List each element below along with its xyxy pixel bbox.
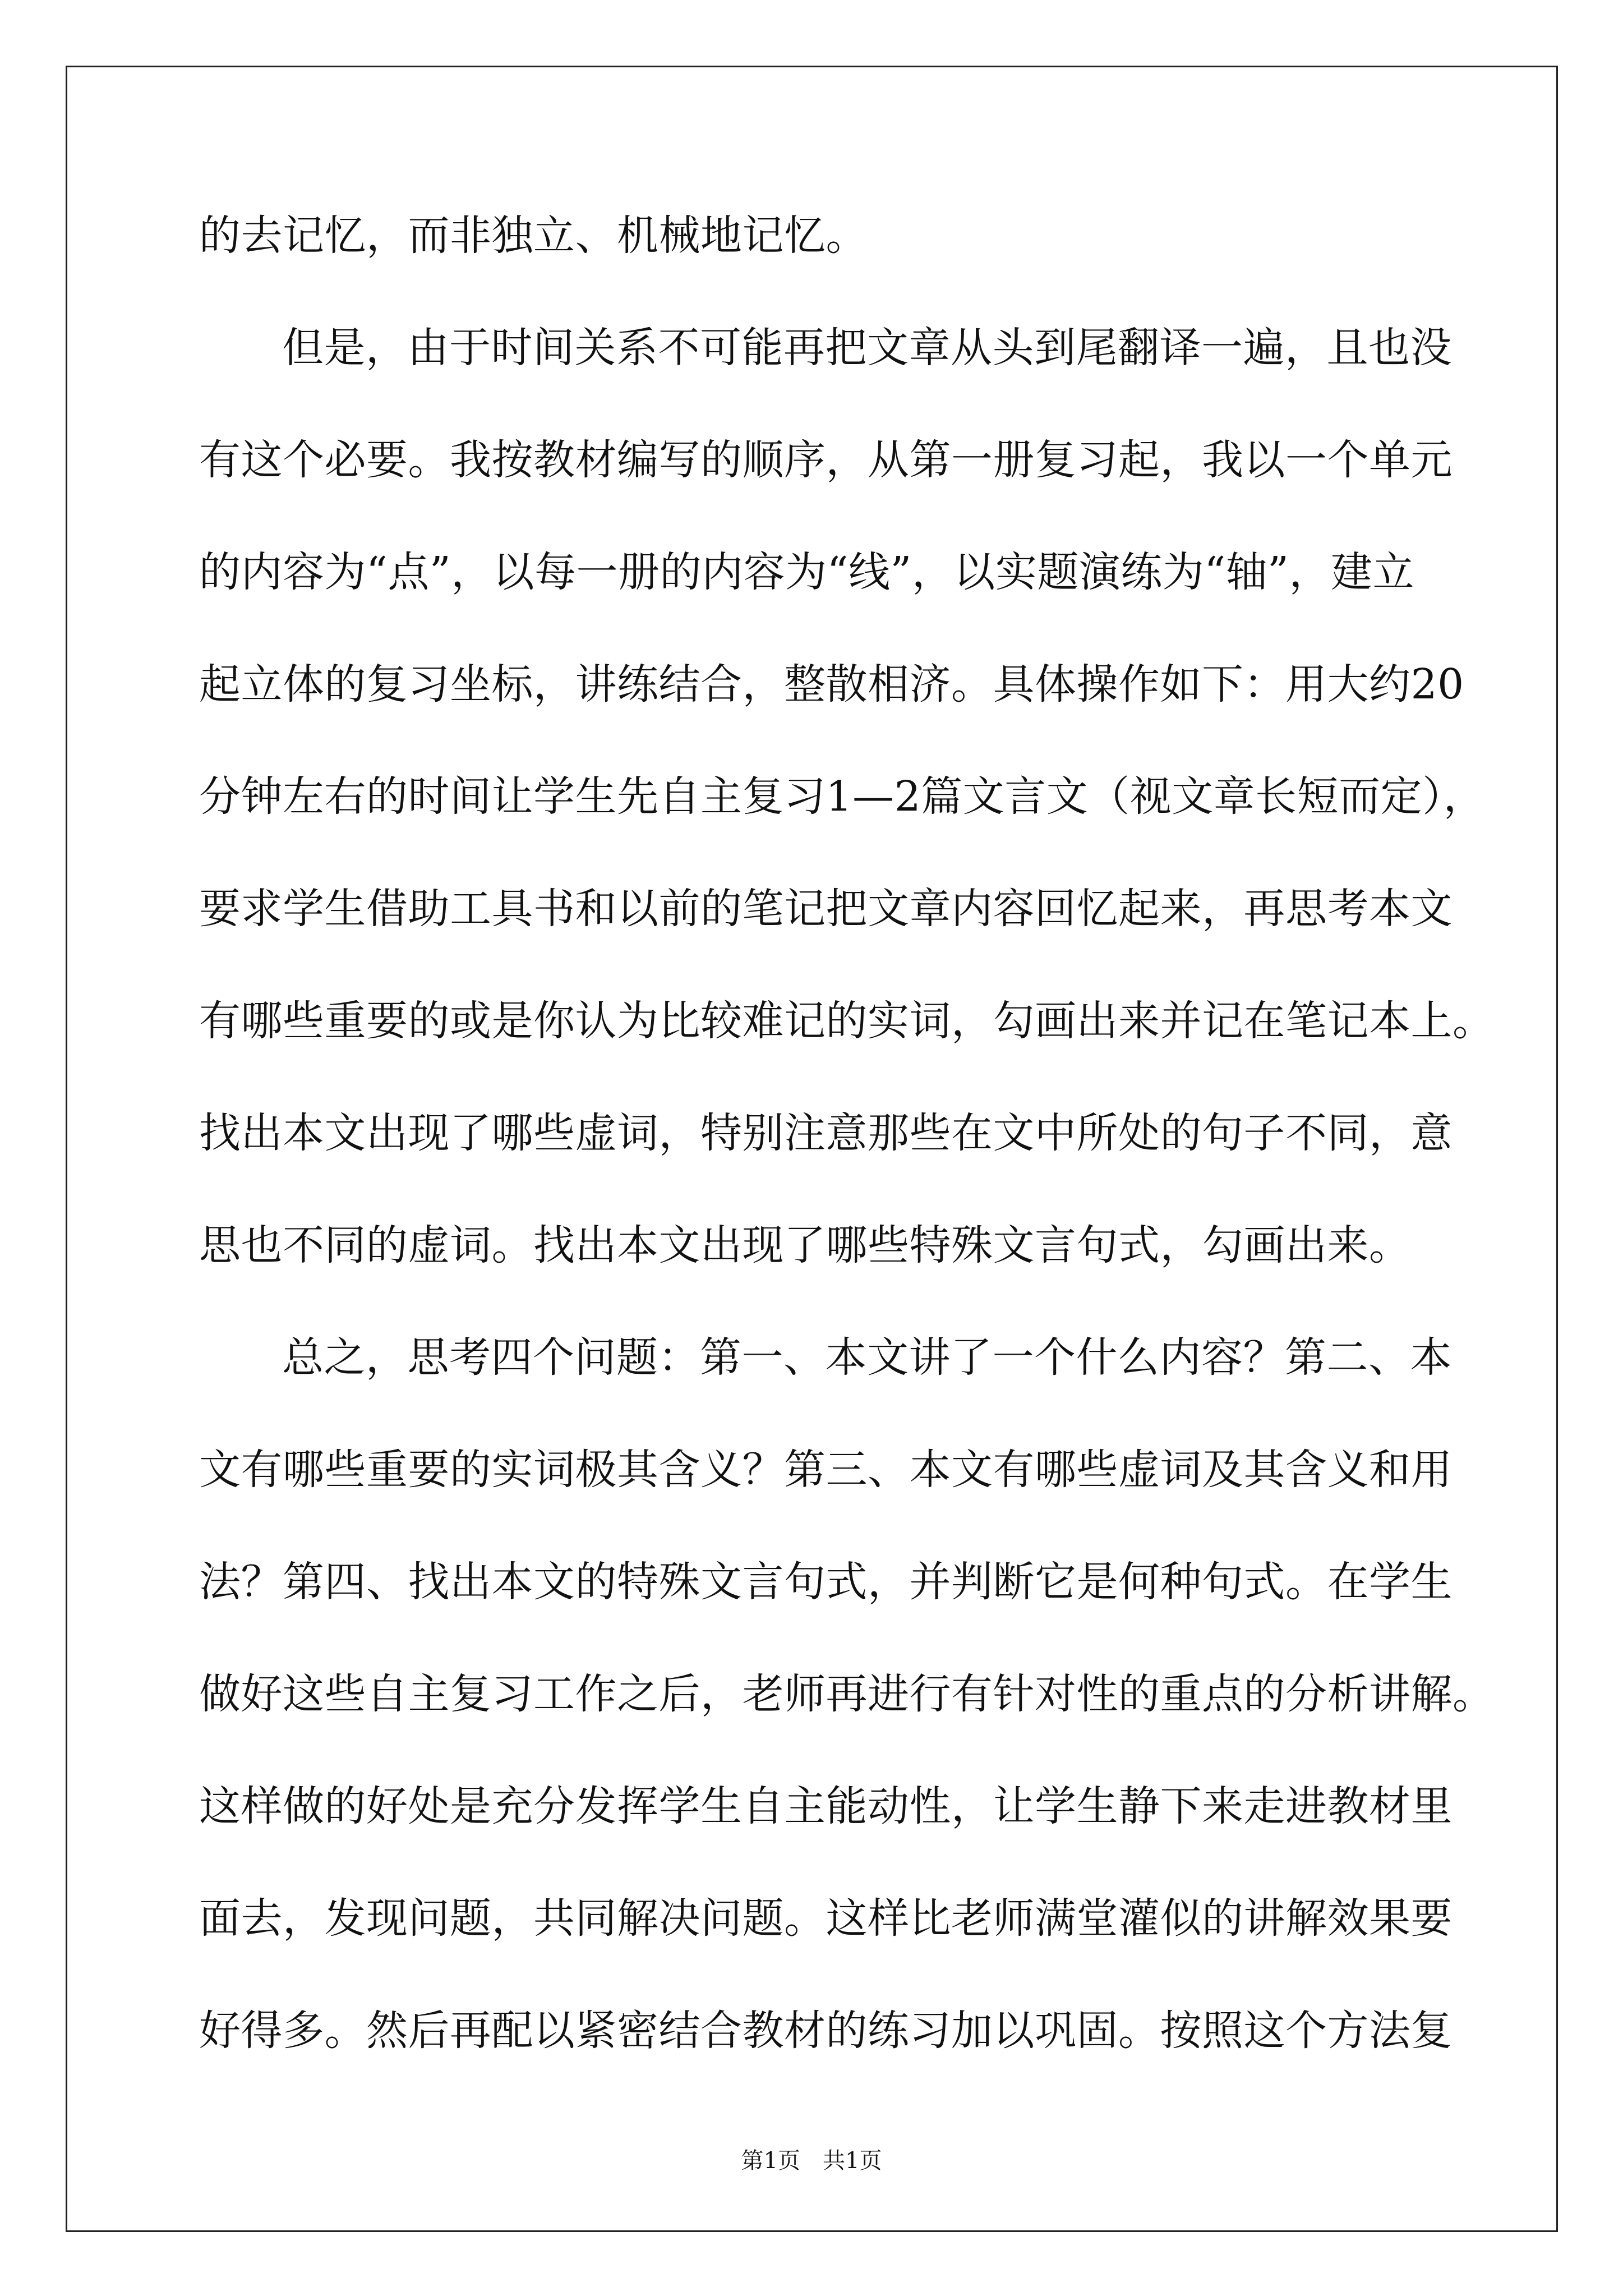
paragraph-line: 总之，思考四个问题：第一、本文讲了一个什么内容？第二、本: [282, 1333, 1452, 1382]
paragraph-line: 做好这些自主复习工作之后，老师再进行有针对性的重点的分析讲解。: [199, 1670, 1495, 1718]
paragraph-line: 有哪些重要的或是你认为比较难记的实词，勾画出来并记在笔记本上。: [199, 997, 1495, 1045]
paragraph-line: 分钟左右的时间让学生先自主复习1—2篇文言文（视文章长短而定），: [199, 772, 1486, 821]
paragraph-line: 有这个必要。我按教材编写的顺序，从第一册复习起，我以一个单元: [199, 436, 1453, 484]
paragraph-line: 思也不同的虚词。找出本文出现了哪些特殊文言句式，勾画出来。: [199, 1221, 1411, 1269]
paragraph-line: 找出本文出现了哪些虚词，特别注意那些在文中所处的句子不同，意: [199, 1109, 1453, 1157]
paragraph-line: 的去记忆，而非独立、机械地记忆。: [199, 211, 868, 260]
paragraph-line: 文有哪些重要的实词极其含义？第三、本文有哪些虚词及其含义和用: [199, 1446, 1453, 1494]
paragraph-line: 起立体的复习坐标，讲练结合，整散相济。具体操作如下：用大约20: [199, 660, 1464, 708]
paragraph-line: 这样做的好处是充分发挥学生自主能动性，让学生静下来走进教材里: [199, 1782, 1453, 1830]
paragraph-line: 的内容为“点”，以每一册的内容为“线”，以实题演练为“轴”，建立: [199, 548, 1414, 596]
paragraph-line: 要求学生借助工具书和以前的笔记把文章内容回忆起来，再思考本文: [199, 885, 1453, 933]
paragraph-line: 法？第四、找出本文的特殊文言句式，并判断它是何种句式。在学生: [199, 1558, 1453, 1606]
paragraph-line: 好得多。然后再配以紧密结合教材的练习加以巩固。按照这个方法复: [199, 2007, 1453, 2055]
paragraph-line: 但是，由于时间关系不可能再把文章从头到尾翻译一遍，且也没: [282, 324, 1452, 372]
page-number-footer: 第1页 共1页: [741, 2148, 882, 2174]
paragraph-line: 面去，发现问题，共同解决问题。这样比老师满堂灌似的讲解效果要: [199, 1894, 1453, 1943]
